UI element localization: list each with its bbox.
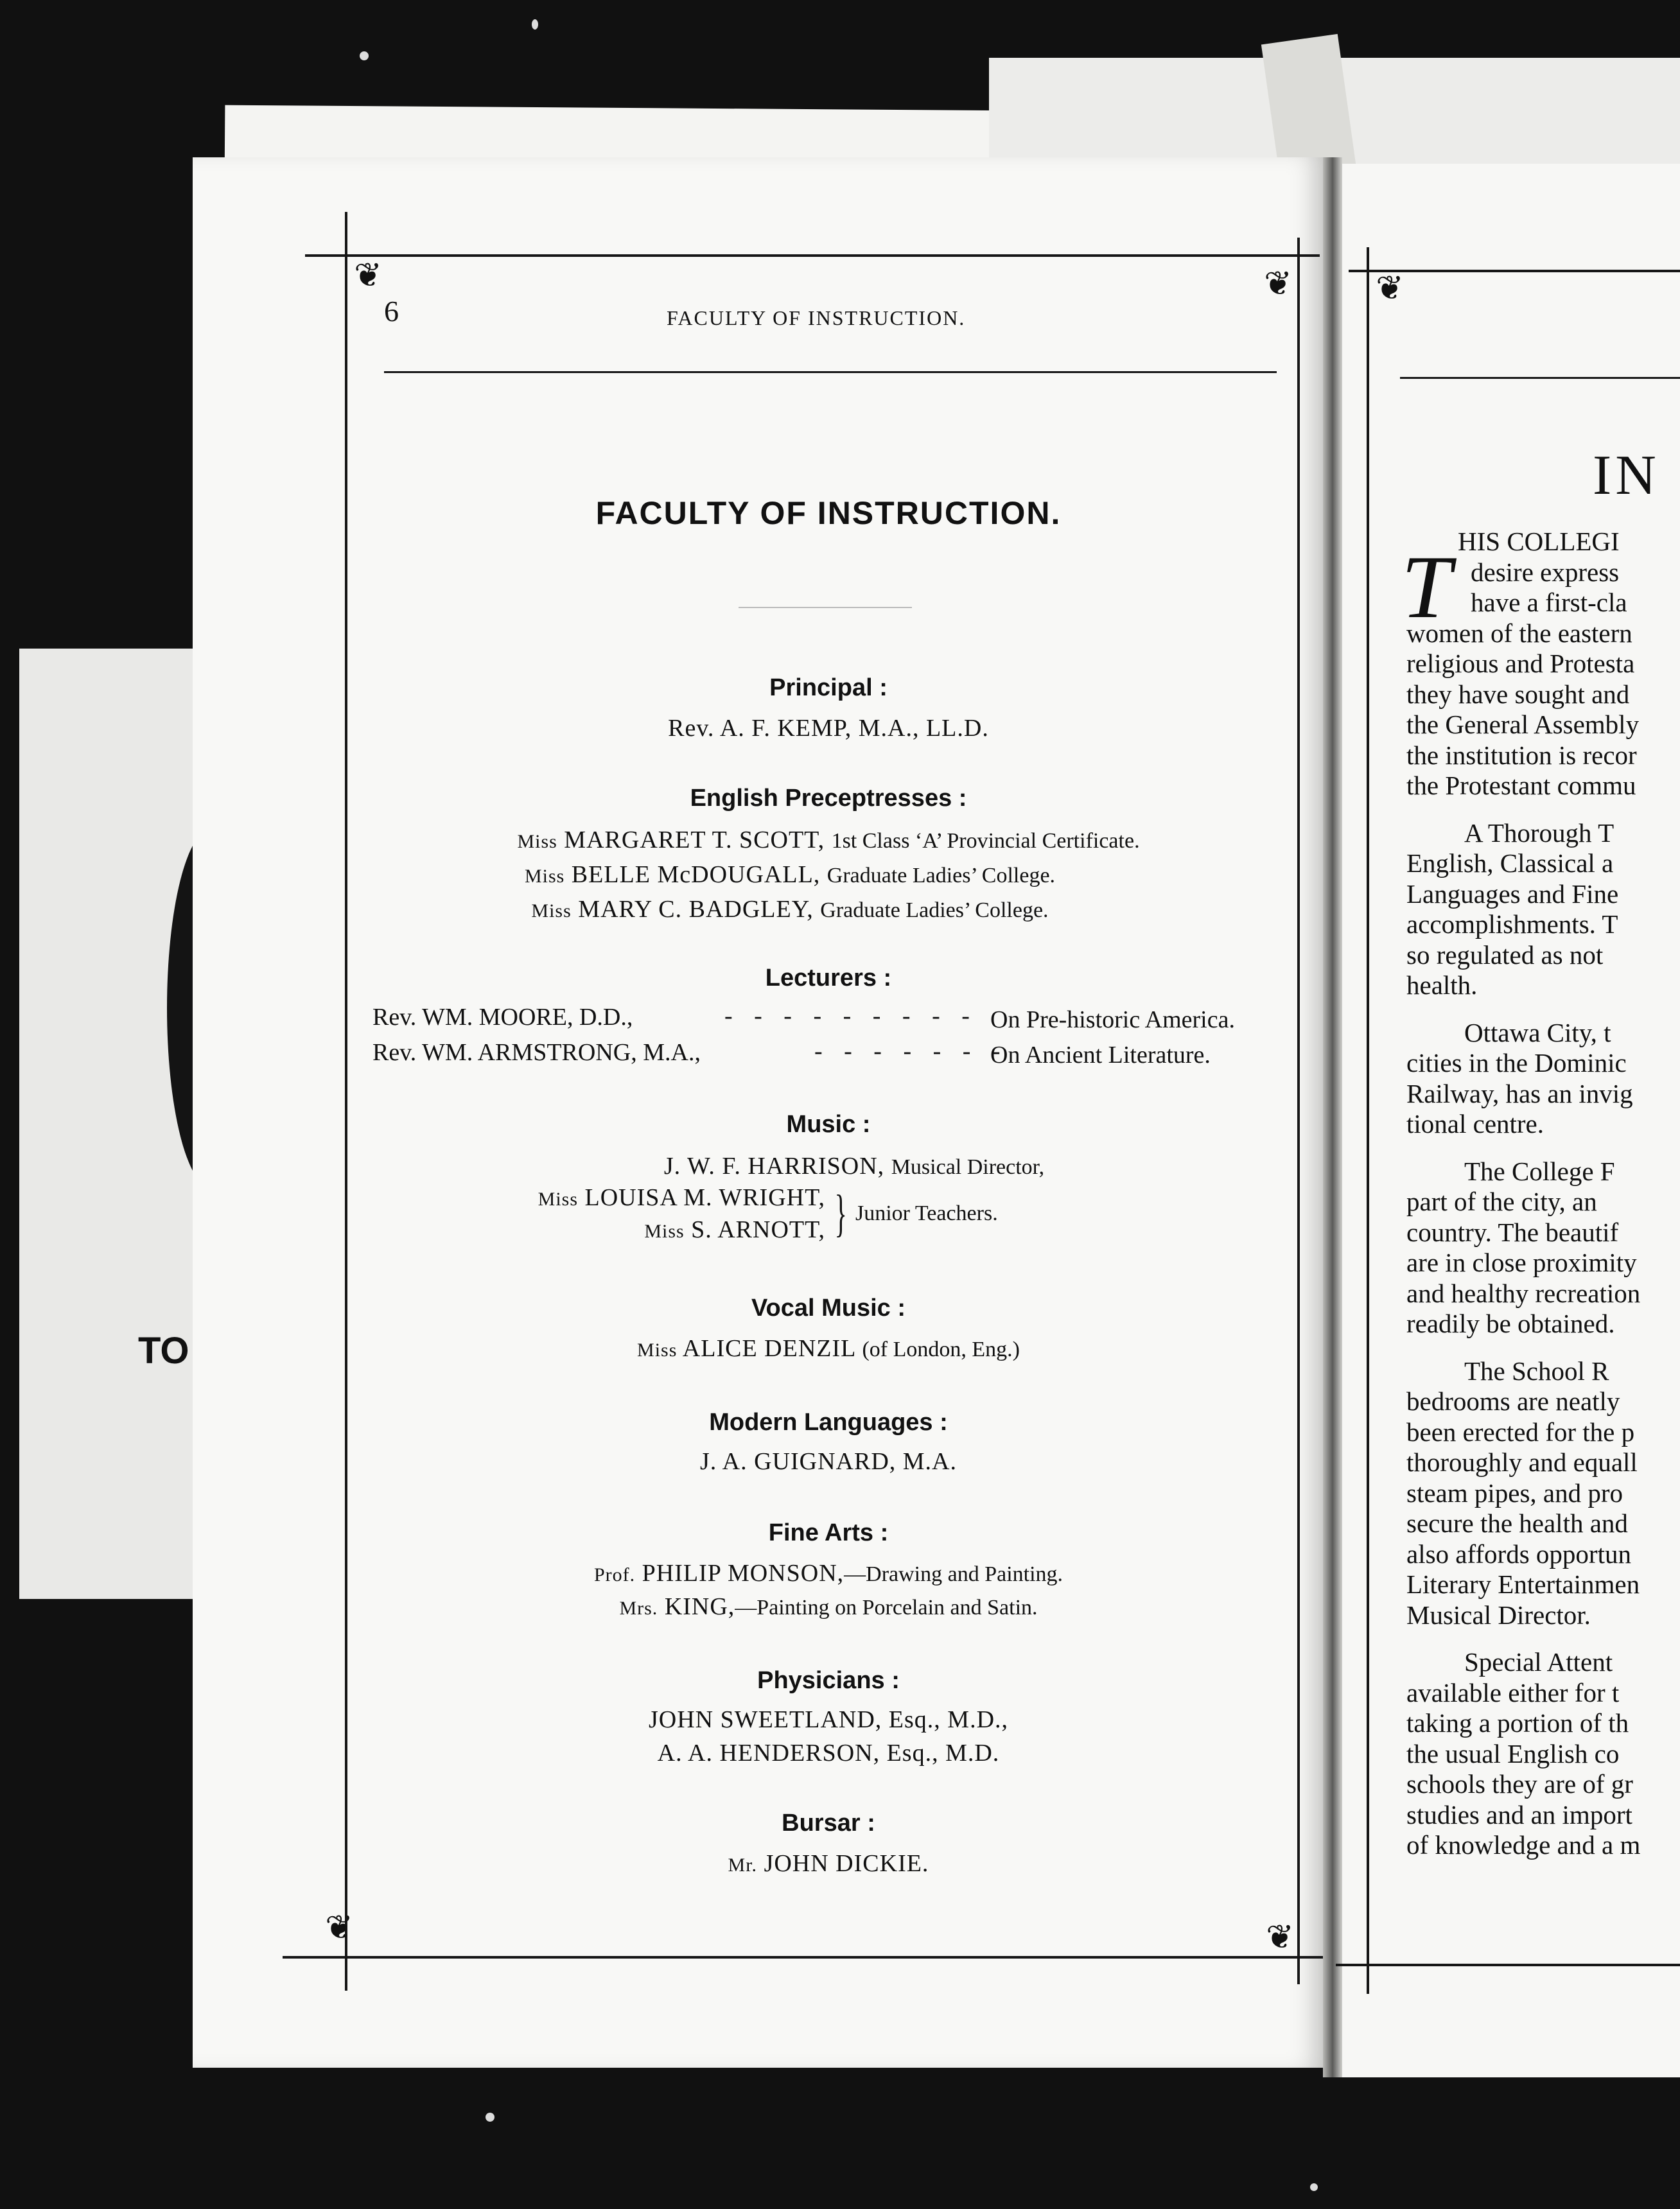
- right-page-line: Musical Director.: [1406, 1600, 1591, 1630]
- right-page-line: desire express: [1471, 557, 1620, 587]
- drop-cap-ornament-icon: T: [1401, 537, 1451, 637]
- lecturer-entry: [372, 1003, 633, 1031]
- right-page-line: and healthy recreation: [1406, 1278, 1641, 1308]
- right-frame-left-rule: [1367, 247, 1369, 1994]
- right-page-line: studies and an import: [1406, 1799, 1632, 1829]
- right-page-line: Ottawa City, t: [1464, 1017, 1611, 1047]
- right-page-line: Special Attent: [1464, 1647, 1613, 1677]
- right-page-line: Literary Entertainmen: [1406, 1569, 1640, 1599]
- right-page-line: part of the city, an: [1406, 1187, 1597, 1216]
- honorific: Mr.: [728, 1855, 758, 1876]
- fine-arts-entry: [360, 1593, 1297, 1621]
- title-divider: [739, 607, 912, 608]
- section-heading-music: Music :: [786, 1111, 871, 1138]
- right-page-line: thoroughly and equall: [1406, 1447, 1638, 1477]
- corner-ornament-icon: ❦: [325, 1910, 353, 1946]
- right-page-line: health.: [1406, 970, 1478, 1000]
- right-page-line: tional centre.: [1406, 1109, 1544, 1139]
- right-page-line: country. The beautif: [1406, 1217, 1619, 1247]
- right-header-rule: [1400, 377, 1680, 379]
- right-page-line: bedrooms are neatly: [1406, 1386, 1620, 1416]
- lecturer-entry: [372, 1038, 701, 1067]
- frame-top-rule: [305, 254, 1320, 257]
- corner-ornament-icon: ❦: [1264, 266, 1292, 302]
- dust-speck: [360, 51, 369, 60]
- person-name: JOHN DICKIE.: [764, 1850, 929, 1877]
- section-heading-physicians: Physicians :: [757, 1667, 900, 1694]
- physician-entry: JOHN SWEETLAND, Esq., M.D.,: [648, 1706, 1009, 1733]
- person-name: BELLE McDOUGALL,: [571, 861, 821, 888]
- frame-left-rule: [345, 212, 347, 1991]
- person-name: J. W. F. HARRISON,: [663, 1153, 885, 1180]
- discipline: —Drawing and Painting.: [844, 1562, 1063, 1586]
- qualification: 1st Class ‘A’ Provincial Certificate.: [831, 829, 1140, 853]
- qualification: Graduate Ladies’ College.: [827, 864, 1056, 887]
- honorific: Miss: [517, 831, 557, 852]
- right-page-line: the usual English co: [1406, 1738, 1620, 1768]
- dust-speck: [532, 19, 538, 30]
- corner-ornament-icon: ❦: [1376, 270, 1404, 307]
- dust-speck: [1310, 2183, 1318, 2191]
- right-page-line: of knowledge and a m: [1406, 1830, 1641, 1860]
- right-page-line: so regulated as not: [1406, 939, 1604, 970]
- modern-languages-entry: J. A. GUIGNARD, M.A.: [699, 1448, 958, 1475]
- right-page-line: A Thorough T: [1464, 817, 1614, 848]
- leader-dashes: - - - - - - - - -: [724, 1002, 977, 1029]
- corner-ornament-icon: ❦: [1266, 1919, 1294, 1956]
- header-rule: [384, 371, 1277, 373]
- right-page-line: also affords opportun: [1406, 1539, 1631, 1569]
- right-page-line: cities in the Dominic: [1406, 1048, 1627, 1078]
- honorific: Mrs.: [619, 1598, 658, 1619]
- brace-icon: }: [834, 1185, 847, 1242]
- section-heading-modern-languages: Modern Languages :: [709, 1409, 948, 1436]
- right-page-line: steam pipes, and pro: [1406, 1478, 1623, 1508]
- page-title: FACULTY OF INSTRUCTION.: [595, 495, 1062, 531]
- honorific: Miss: [531, 900, 572, 921]
- right-page-line: schools they are of gr: [1406, 1769, 1633, 1799]
- vocal-music-entry: [360, 1334, 1297, 1363]
- principal-entry: Rev. A. F. KEMP, M.A., LL.D.: [668, 715, 989, 742]
- right-frame-bottom-rule: [1336, 1964, 1680, 1966]
- honorific: Miss: [538, 1189, 579, 1210]
- person-name: KING,: [664, 1593, 735, 1620]
- background-card-text: TO: [138, 1330, 189, 1372]
- leader-dashes: - - - - - - -: [814, 1038, 1008, 1065]
- right-page-line: have a first-cla: [1471, 588, 1627, 617]
- right-page-line: taking a portion of th: [1406, 1708, 1629, 1738]
- section-heading-vocal-music: Vocal Music :: [751, 1295, 906, 1322]
- right-page-line: readily be obtained.: [1406, 1309, 1615, 1338]
- lecture-subject: On Pre-historic America.: [990, 1006, 1235, 1033]
- frame-right-rule: [1297, 238, 1300, 1984]
- section-heading-bursar: Bursar :: [782, 1810, 875, 1837]
- right-page-heading: IN: [1593, 444, 1660, 507]
- music-director-entry: [360, 1152, 1297, 1180]
- section-heading-lecturers: Lecturers :: [765, 965, 892, 991]
- right-page-line: The School R: [1464, 1356, 1609, 1386]
- person-name: Rev. WM. MOORE, D.D.,: [372, 1004, 633, 1031]
- preceptress-entry: [360, 826, 1297, 854]
- section-heading-principal: Principal :: [769, 674, 888, 701]
- music-teacher-entry: [478, 1216, 825, 1244]
- right-page-line: HIS COLLEGI: [1458, 527, 1620, 556]
- person-name: MARGARET T. SCOTT,: [564, 826, 825, 853]
- qualification: Graduate Ladies’ College.: [820, 898, 1049, 922]
- honorific: Prof.: [593, 1564, 636, 1585]
- honorific: Miss: [637, 1340, 678, 1361]
- right-page-line: women of the eastern: [1406, 618, 1632, 648]
- right-page-line: are in close proximity: [1406, 1248, 1637, 1277]
- music-teacher-entry: [478, 1183, 825, 1212]
- right-page-line: secure the health and: [1406, 1508, 1628, 1538]
- discipline: —Painting on Porcelain and Satin.: [735, 1596, 1038, 1620]
- person-name: MARY C. BADGLEY,: [578, 896, 814, 923]
- right-page-line: Languages and Fine: [1406, 878, 1619, 909]
- right-page-line: accomplishments. T: [1406, 909, 1618, 939]
- right-page-line: the Protestant commu: [1406, 771, 1636, 800]
- right-page-line: English, Classical a: [1406, 848, 1614, 878]
- right-page-line: been erected for the p: [1406, 1417, 1635, 1447]
- preceptress-entry: [360, 895, 1297, 923]
- right-page-line: available either for t: [1406, 1677, 1620, 1707]
- book-gutter: [1323, 157, 1342, 2077]
- bursar-entry: [360, 1849, 1297, 1878]
- running-head: FACULTY OF INSTRUCTION.: [667, 306, 966, 329]
- right-page-line: religious and Protesta: [1406, 649, 1635, 678]
- right-page-line: they have sought and: [1406, 679, 1630, 709]
- corner-ornament-icon: ❦: [354, 258, 382, 294]
- teachers-role: Junior Teachers.: [855, 1201, 998, 1225]
- origin: (of London, Eng.): [862, 1338, 1020, 1361]
- person-name: Rev. WM. ARMSTRONG, M.A.,: [372, 1039, 701, 1066]
- right-page-line: Railway, has an invig: [1406, 1078, 1633, 1108]
- person-name: ALICE DENZIL: [682, 1335, 855, 1362]
- right-page-body: [1406, 527, 1680, 1952]
- section-heading-english-preceptresses: English Preceptresses :: [690, 785, 967, 812]
- section-heading-fine-arts: Fine Arts :: [768, 1519, 889, 1546]
- person-name: PHILIP MONSON,: [642, 1560, 844, 1587]
- page-number: 6: [384, 295, 399, 327]
- person-name: S. ARNOTT,: [691, 1216, 825, 1243]
- person-name: LOUISA M. WRIGHT,: [584, 1184, 825, 1211]
- dust-speck: [486, 2113, 494, 2122]
- right-page-line: The College F: [1464, 1156, 1615, 1186]
- frame-bottom-rule: [283, 1956, 1323, 1959]
- right-page-line: the institution is recor: [1406, 740, 1637, 770]
- preceptress-entry: [360, 860, 1297, 889]
- honorific: Miss: [644, 1221, 685, 1242]
- physician-entry: A. A. HENDERSON, Esq., M.D.: [657, 1740, 1000, 1767]
- role: Musical Director,: [891, 1155, 1045, 1179]
- right-page-line: the General Assembly: [1406, 710, 1640, 739]
- honorific: Miss: [524, 866, 565, 887]
- fine-arts-entry: [360, 1559, 1297, 1587]
- lecture-subject: On Ancient Literature.: [990, 1042, 1211, 1069]
